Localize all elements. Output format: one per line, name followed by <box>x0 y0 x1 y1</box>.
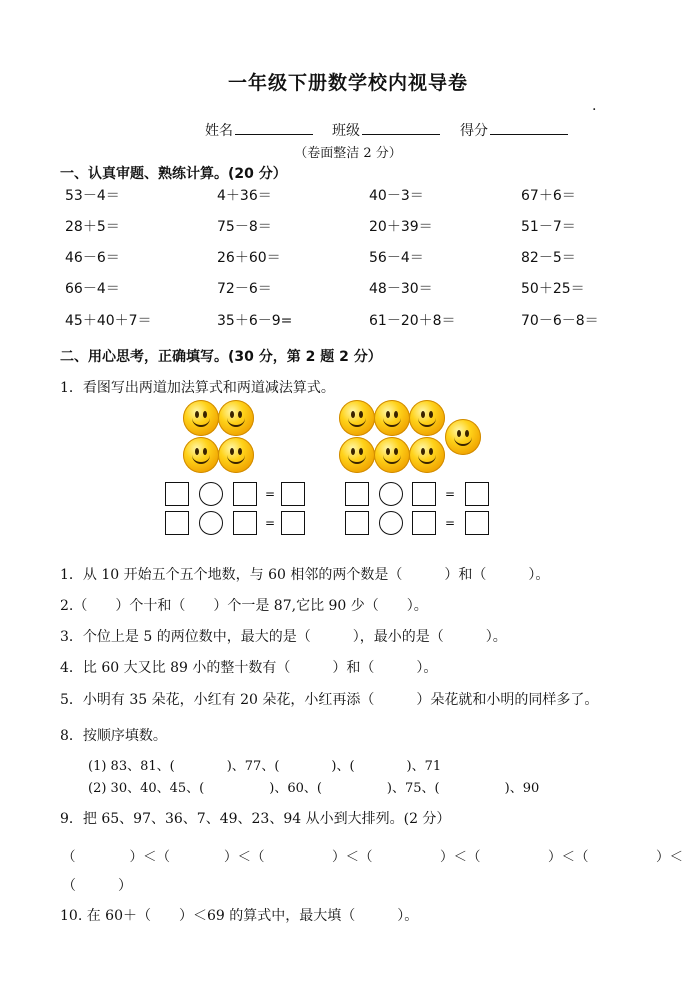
answer-box[interactable] <box>345 482 369 506</box>
equals-sign: = <box>445 487 456 501</box>
question-whole-tens: 4．比 60 大又比 89 小的整十数有（ ）和（ ）。 <box>60 660 438 676</box>
calc-item: 48－30＝ <box>369 281 433 297</box>
class-field <box>332 120 440 140</box>
smiley-icon <box>183 400 219 436</box>
answer-box[interactable] <box>233 482 257 506</box>
smiley-icon <box>339 400 375 436</box>
answer-box[interactable] <box>412 511 436 535</box>
page-title: 一年级下册数学校内视导卷 <box>227 72 468 94</box>
sequence-line-1: (1) 83、81、( )、77、( )、( )、71 <box>88 759 442 774</box>
name-blank[interactable] <box>235 120 313 135</box>
calc-item: 56－4＝ <box>369 250 424 266</box>
sequence-line-2: (2) 30、40、45、( )、60、( )、75、( )、90 <box>88 781 540 796</box>
calc-item: 66－4＝ <box>65 281 120 297</box>
corner-mark: . <box>592 98 597 114</box>
answer-box[interactable] <box>281 482 305 506</box>
calc-item: 70－6－8＝ <box>521 313 599 329</box>
question-ones-digit-five: 3．个位上是 5 的两位数中，最大的是（ ），最小的是（ ）。 <box>60 629 507 645</box>
smiley-icon <box>374 437 410 473</box>
calc-item: 51－7＝ <box>521 219 576 235</box>
score-blank[interactable] <box>490 120 568 135</box>
calc-item: 26＋60＝ <box>217 250 281 266</box>
smiley-icon <box>409 437 445 473</box>
smiley-icon <box>218 400 254 436</box>
question-sequence: 8．按顺序填数。 <box>60 728 167 744</box>
question-max-fill: 10. 在 60＋（ ）＜69 的算式中，最大填（ ）。 <box>60 908 419 924</box>
name-field <box>205 120 313 140</box>
calc-item: 72－6＝ <box>217 281 272 297</box>
name-label: 姓名 <box>205 123 233 139</box>
answer-box[interactable] <box>412 482 436 506</box>
order-answer-line-2: （ ） <box>62 878 132 894</box>
calc-item: 46－6＝ <box>65 250 120 266</box>
smiley-icon <box>339 437 375 473</box>
calc-item: 4＋36＝ <box>217 188 272 204</box>
answer-box[interactable] <box>465 511 489 535</box>
order-answer-line-1: （ ）＜（ ）＜（ ）＜（ ）＜（ ）＜（ ）＜ <box>62 849 683 865</box>
equals-sign: = <box>265 487 276 501</box>
score-field <box>460 120 568 140</box>
neatness-note: （卷面整洁 2 分） <box>294 146 402 161</box>
calc-item: 82－5＝ <box>521 250 576 266</box>
answer-box[interactable] <box>165 511 189 535</box>
operator-circle[interactable] <box>199 511 223 535</box>
smiley-icon <box>218 437 254 473</box>
question-1-picture: 1．看图写出两道加法算式和两道减法算式。 <box>60 380 335 396</box>
calc-item: 50＋25＝ <box>521 281 585 297</box>
answer-box[interactable] <box>165 482 189 506</box>
class-label: 班级 <box>332 123 360 139</box>
calc-item: 20＋39＝ <box>369 219 433 235</box>
calc-item: 67＋6＝ <box>521 188 576 204</box>
smiley-icon <box>183 437 219 473</box>
calc-item: 53－4＝ <box>65 188 120 204</box>
question-flowers: 5．小明有 35 朵花，小红有 20 朵花，小红再添（ ）朵花就和小明的同样多了。 <box>60 692 599 708</box>
calc-item: 45＋40＋7＝ <box>65 313 152 329</box>
section1-heading: 一、认真审题、熟练计算。(20 分） <box>60 166 287 182</box>
calc-item: 40－3＝ <box>369 188 424 204</box>
answer-box[interactable] <box>233 511 257 535</box>
answer-box[interactable] <box>281 511 305 535</box>
calc-item: 75－8＝ <box>217 219 272 235</box>
smiley-icon <box>374 400 410 436</box>
operator-circle[interactable] <box>379 482 403 506</box>
calc-item: 35＋6－9= <box>217 313 293 329</box>
calc-item: 28＋5＝ <box>65 219 120 235</box>
section2-heading: 二、用心思考，正确填写。(30 分，第 2 题 2 分） <box>60 349 382 365</box>
answer-box[interactable] <box>465 482 489 506</box>
answer-box[interactable] <box>345 511 369 535</box>
operator-circle[interactable] <box>199 482 223 506</box>
equals-sign: = <box>445 516 456 530</box>
smiley-icon <box>409 400 445 436</box>
calc-item: 61－20＋8＝ <box>369 313 456 329</box>
operator-circle[interactable] <box>379 511 403 535</box>
score-label: 得分 <box>460 123 488 139</box>
equals-sign: = <box>265 516 276 530</box>
question-count-by-five: 1．从 10 开始五个五个地数，与 60 相邻的两个数是（ ）和（ ）。 <box>60 567 550 583</box>
question-order-numbers: 9．把 65、97、36、7、49、23、94 从小到大排列。(2 分） <box>60 811 451 827</box>
class-blank[interactable] <box>362 120 440 135</box>
question-tens-ones: 2.（ ）个十和（ ）个一是 87,它比 90 少（ ）。 <box>60 598 428 614</box>
smiley-icon <box>445 419 481 455</box>
